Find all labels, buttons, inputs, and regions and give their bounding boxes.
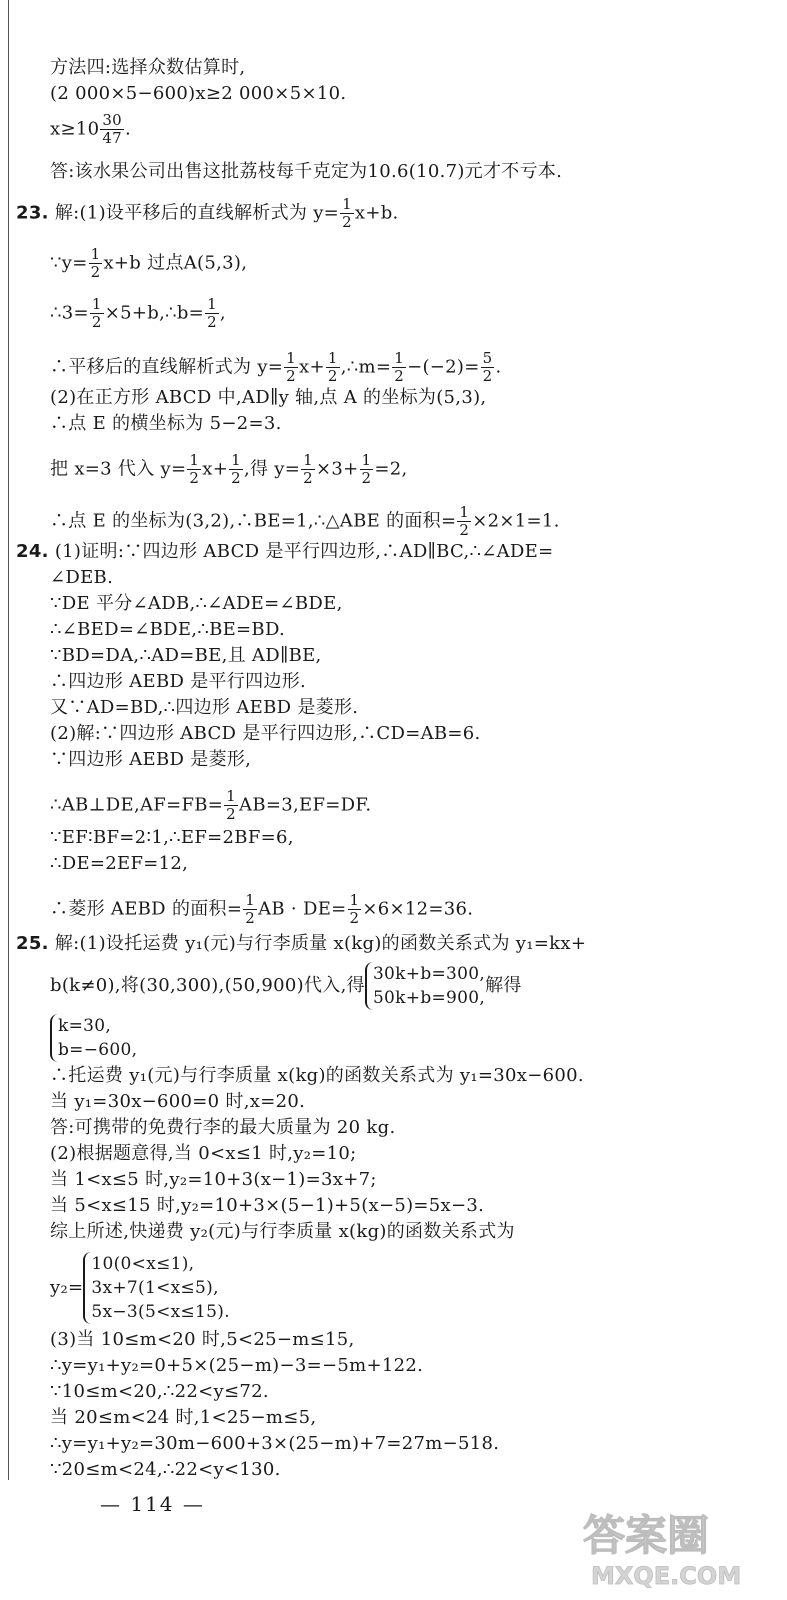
question-number: 24. (16, 541, 49, 562)
q25-line5: 当 y₁=30x−600=0 时,x=20. (50, 1091, 306, 1112)
q25-line7: (2)根据题意得,当 0<x≤1 时,y₂=10; (50, 1143, 357, 1164)
q24-line1: 24. (1)证明:∵四边形 ABCD 是平行四边形,∴AD∥BC,∴∠ADE= (16, 541, 554, 562)
q25-line4: ∴托运费 y₁(元)与行李质量 x(kg)的函数关系式为 y₁=30x−600. (50, 1065, 584, 1086)
q25-line15: 当 20≤m<24 时,1<25−m≤5, (50, 1407, 317, 1428)
fraction: $\frac{30}{47}$ (102, 111, 123, 147)
q23-line7: 把 x=3 代入 y= $\frac{1}{2}$ x+ $\frac{1}{2}$ ,得 y= $\frac{1}{2}$ ×3+ $\frac{1}{2}$ =2, (50, 451, 408, 487)
equation-system: k=30, b=−600, (50, 1014, 137, 1062)
q23-line6: ∴点 E 的横坐标为 5−2=3. (50, 413, 282, 434)
q25-line13: ∴y=y₁+y₂=0+5×(25−m)−3=−5m+122. (50, 1355, 424, 1376)
watermark-text-url: MXQE.COM (591, 1562, 742, 1590)
q23-line8: ∴点 E 的坐标为(3,2),∴BE=1,∴△ABE 的面积= $\frac{1}{2}$ ×2×1=1. (50, 503, 560, 539)
q24-line2: ∠DEB. (50, 567, 114, 588)
method4-line2: (2 000×5−600)x≥2 000×5×10. (50, 83, 347, 104)
q25-line6: 答:可携带的免费行李的最大质量为 20 kg. (50, 1117, 396, 1138)
method4-line3: x≥10 $\frac{30}{47}$ . (50, 111, 132, 147)
q25-line2: b(k≠0),将(30,300),(50,900)代入,得 30k+b=300, 50k+b=900, 解得 (50, 964, 522, 1008)
method4-answer: 答:该水果公司出售这批荔枝每千克定为10.6(10.7)元才不亏本. (50, 161, 563, 182)
q25-line11: y₂= 10(0<x≤1), 3x+7(1<x≤5), 5x−3(5<x≤15). (50, 1254, 230, 1322)
method4-line1: 方法四:选择众数估算时, (50, 57, 246, 78)
q24-line5: ∵BD=DA,∴AD=BE,且 AD∥BE, (50, 645, 322, 666)
q23-line2: ∵y= $\frac{1}{2}$ x+b 过点A(5,3), (50, 245, 248, 281)
q24-line10: ∴AB⊥DE,AF=FB= $\frac{1}{2}$ AB=3,EF=DF. (50, 787, 372, 823)
q23-line3: ∴3= $\frac{1}{2}$ ×5+b,∴b= $\frac{1}{2}$ , (50, 295, 226, 331)
q25-line1: 25. 解:(1)设托运费 y₁(元)与行李质量 x(kg)的函数关系式为 y₁=kx+ (16, 933, 587, 954)
page-number: — 114 — (100, 1492, 205, 1516)
q24-line13: ∴菱形 AEBD 的面积= $\frac{1}{2}$ AB · DE= $\frac{1}{2}$ ×6×12=36. (50, 891, 474, 927)
piecewise-function: 10(0<x≤1), 3x+7(1<x≤5), 5x−3(5<x≤15). (83, 1252, 230, 1324)
q25-line12: (3)当 10≤m<20 时,5<25−m≤15, (50, 1329, 355, 1350)
q25-line8: 当 1<x≤5 时,y₂=10+3(x−1)=3x+7; (50, 1169, 377, 1190)
q25-line16: ∴y=y₁+y₂=30m−600+3×(25−m)+7=27m−518. (50, 1433, 500, 1454)
q25-line9: 当 5<x≤15 时,y₂=10+3×(5−1)+5(x−5)=5x−3. (50, 1195, 485, 1216)
q23-line1: 23. 解:(1)设平移后的直线解析式为 y= $\frac{1}{2}$ x+b. (16, 195, 399, 231)
question-number: 23. (16, 202, 49, 224)
q24-line3: ∵DE 平分∠ADB,∴∠ADE=∠BDE, (50, 593, 343, 614)
q25-line14: ∵10≤m<20,∴22<y≤72. (50, 1381, 269, 1402)
q25-line17: ∵20≤m<24,∴22<y<130. (50, 1459, 281, 1480)
q23-line5: (2)在正方形 ABCD 中,AD∥y 轴,点 A 的坐标为(5,3), (50, 387, 487, 408)
question-number: 25. (16, 933, 49, 954)
q24-line8: (2)解:∵四边形 ABCD 是平行四边形,∴CD=AB=6. (50, 723, 481, 744)
watermark-text-cn: 答案圈 (583, 1511, 710, 1560)
q24-line6: ∴四边形 AEBD 是平行四边形. (50, 671, 307, 692)
equation-system: 30k+b=300, 50k+b=900, (365, 962, 485, 1010)
q24-line11: ∵EF∶BF=2∶1,∴EF=2BF=6, (50, 827, 294, 848)
q25-line10: 综上所述,快递费 y₂(元)与行李质量 x(kg)的函数关系式为 (50, 1221, 515, 1242)
q24-line9: ∵四边形 AEBD 是菱形, (50, 749, 252, 770)
q24-line12: ∴DE=2EF=12, (50, 853, 189, 874)
watermark-logo (579, 1500, 779, 1592)
q23-line4: ∴平移后的直线解析式为 y= $\frac{1}{2}$ x+ $\frac{1}{2}$ ,∴m= $\frac{1}{2}$ −(−2)= $\frac{5}{2}$ . (50, 349, 502, 385)
q24-line4: ∴∠BED=∠BDE,∴BE=BD. (50, 619, 286, 640)
q25-line3 (50, 1014, 137, 1062)
left-margin-rule (8, 0, 9, 1480)
q24-line7: 又∵AD=BD,∴四边形 AEBD 是菱形. (50, 697, 359, 718)
